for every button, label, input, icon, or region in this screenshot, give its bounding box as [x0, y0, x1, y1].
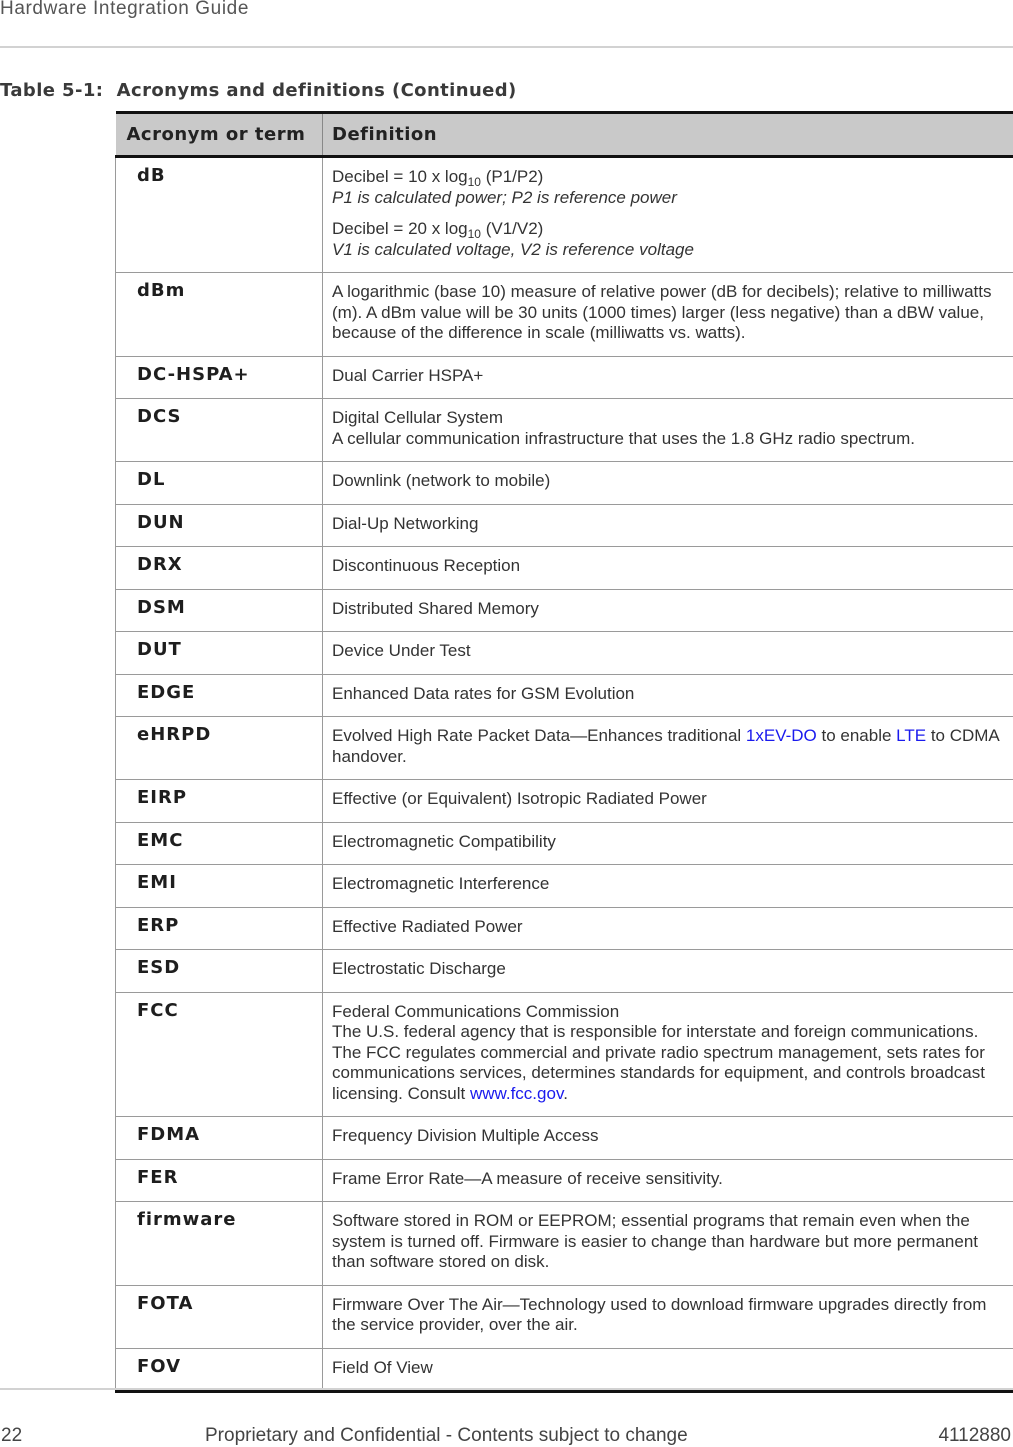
table-row — [116, 950, 1013, 993]
term-cell: DUT — [116, 632, 323, 675]
db-voltage-block — [332, 219, 999, 260]
db-voltage-note: V1 is calculated voltage, V2 is reference voltage — [332, 240, 999, 261]
definition-cell — [323, 992, 1013, 1117]
definition-cell — [323, 399, 1013, 462]
term-cell: DSM — [116, 589, 323, 632]
table-row — [116, 356, 1013, 399]
link-1xev-do[interactable]: 1xEV-DO — [746, 726, 817, 745]
table-row — [116, 462, 1013, 505]
table-row — [116, 1202, 1013, 1286]
confidentiality-notice: Proprietary and Confidential - Contents subject to change — [205, 1425, 688, 1447]
table-row — [116, 589, 1013, 632]
formula-text: (V1/V2) — [481, 219, 543, 238]
column-header-term: Acronym or term — [116, 113, 323, 157]
footer-rule — [0, 1388, 1013, 1390]
definition-cell: Enhanced Data rates for GSM Evolution — [323, 674, 1013, 717]
formula-text: (P1/P2) — [481, 167, 543, 186]
definition-text — [332, 1022, 999, 1104]
table-row — [116, 1285, 1013, 1348]
definition-text-body: The U.S. federal agency that is responsible for interstate and foreign communications. The FCC regulates commercial and private radio spectrum management, sets rates for communications services, determines standards for equipment, and controls broadcast licensing. Consult — [332, 1022, 985, 1103]
table-row — [116, 822, 1013, 865]
definition-cell: Frame Error Rate—A measure of receive sensitivity. — [323, 1159, 1013, 1202]
definition-title: Federal Communications Commission — [332, 1002, 999, 1023]
term-cell: dBm — [116, 273, 323, 357]
definition-cell: Field Of View — [323, 1348, 1013, 1392]
page-number: 22 — [1, 1425, 22, 1447]
running-header: Hardware Integration Guide — [0, 0, 249, 20]
term-cell: dB — [116, 157, 323, 273]
table-row — [116, 632, 1013, 675]
definition-text: Evolved High Rate Packet Data—Enhances traditional — [332, 726, 746, 745]
table-row — [116, 399, 1013, 462]
definition-cell: Electrostatic Discharge — [323, 950, 1013, 993]
table-row — [116, 674, 1013, 717]
table-row — [116, 273, 1013, 357]
db-voltage-formula — [332, 219, 999, 240]
definition-cell: Downlink (network to mobile) — [323, 462, 1013, 505]
definition-cell: Electromagnetic Compatibility — [323, 822, 1013, 865]
acronyms-table — [115, 111, 1013, 1393]
formula-text: Decibel = 10 x log — [332, 167, 468, 186]
table-row — [116, 717, 1013, 780]
table-row — [116, 1159, 1013, 1202]
term-cell: DCS — [116, 399, 323, 462]
term-cell: DUN — [116, 504, 323, 547]
db-power-block — [332, 167, 999, 208]
table-row — [116, 992, 1013, 1117]
definition-cell — [323, 717, 1013, 780]
definition-cell: Software stored in ROM or EEPROM; essential programs that remain even when the system is turned off. Firmware is easier to change than hardware but more permanent than software stored on disk. — [323, 1202, 1013, 1286]
term-cell: DL — [116, 462, 323, 505]
definition-cell: Distributed Shared Memory — [323, 589, 1013, 632]
definition-text: A cellular communication infrastructure that uses the 1.8 GHz radio spectrum. — [332, 429, 999, 450]
db-power-note: P1 is calculated power; P2 is reference power — [332, 188, 999, 209]
db-power-formula — [332, 167, 999, 188]
term-cell: FOV — [116, 1348, 323, 1392]
table-row — [116, 780, 1013, 823]
definition-cell — [323, 157, 1013, 273]
document-number: 4112880 — [938, 1425, 1011, 1447]
term-cell: ERP — [116, 907, 323, 950]
table-row — [116, 865, 1013, 908]
column-header-definition: Definition — [323, 113, 1013, 157]
definition-text: to CDMA handover. — [332, 726, 999, 766]
definition-cell: Firmware Over The Air—Technology used to download firmware upgrades directly from the service provider, over the air. — [323, 1285, 1013, 1348]
formula-subscript: 10 — [468, 227, 481, 241]
definition-cell: Discontinuous Reception — [323, 547, 1013, 590]
definition-cell: Frequency Division Multiple Access — [323, 1117, 1013, 1160]
definition-cell: Dial-Up Networking — [323, 504, 1013, 547]
term-cell: DRX — [116, 547, 323, 590]
table-row — [116, 504, 1013, 547]
term-cell: FOTA — [116, 1285, 323, 1348]
definition-text-end: . — [563, 1084, 568, 1103]
header-rule — [0, 46, 1013, 48]
term-cell: EMC — [116, 822, 323, 865]
term-cell: FDMA — [116, 1117, 323, 1160]
term-cell: EIRP — [116, 780, 323, 823]
table-caption: Table 5-1: Acronyms and definitions (Continued) — [0, 80, 517, 101]
definition-cell: Effective Radiated Power — [323, 907, 1013, 950]
term-cell: EMI — [116, 865, 323, 908]
term-cell: firmware — [116, 1202, 323, 1286]
term-cell: EDGE — [116, 674, 323, 717]
definition-cell: Dual Carrier HSPA+ — [323, 356, 1013, 399]
table-row — [116, 1117, 1013, 1160]
formula-subscript: 10 — [468, 175, 481, 189]
table-header-row — [116, 113, 1013, 157]
definition-cell: A logarithmic (base 10) measure of relative power (dB for decibels); relative to milliwatts (m). A dBm value will be 30 units (1000 times) larger (less negative) than a dBW value, because of the difference in scale (milliwatts vs. watts). — [323, 273, 1013, 357]
link-fcc-website[interactable]: www.fcc.gov — [470, 1084, 563, 1103]
definition-text: to enable — [817, 726, 896, 745]
term-cell: FCC — [116, 992, 323, 1117]
formula-text: Decibel = 20 x log — [332, 219, 468, 238]
table-row — [116, 547, 1013, 590]
term-cell: DC-HSPA+ — [116, 356, 323, 399]
definition-title: Digital Cellular System — [332, 408, 999, 429]
term-cell: eHRPD — [116, 717, 323, 780]
link-lte[interactable]: LTE — [896, 726, 926, 745]
term-cell: FER — [116, 1159, 323, 1202]
table-row — [116, 907, 1013, 950]
table-row — [116, 157, 1013, 273]
definition-cell: Electromagnetic Interference — [323, 865, 1013, 908]
term-cell: ESD — [116, 950, 323, 993]
table-row — [116, 1348, 1013, 1392]
definition-cell: Effective (or Equivalent) Isotropic Radiated Power — [323, 780, 1013, 823]
definition-cell: Device Under Test — [323, 632, 1013, 675]
